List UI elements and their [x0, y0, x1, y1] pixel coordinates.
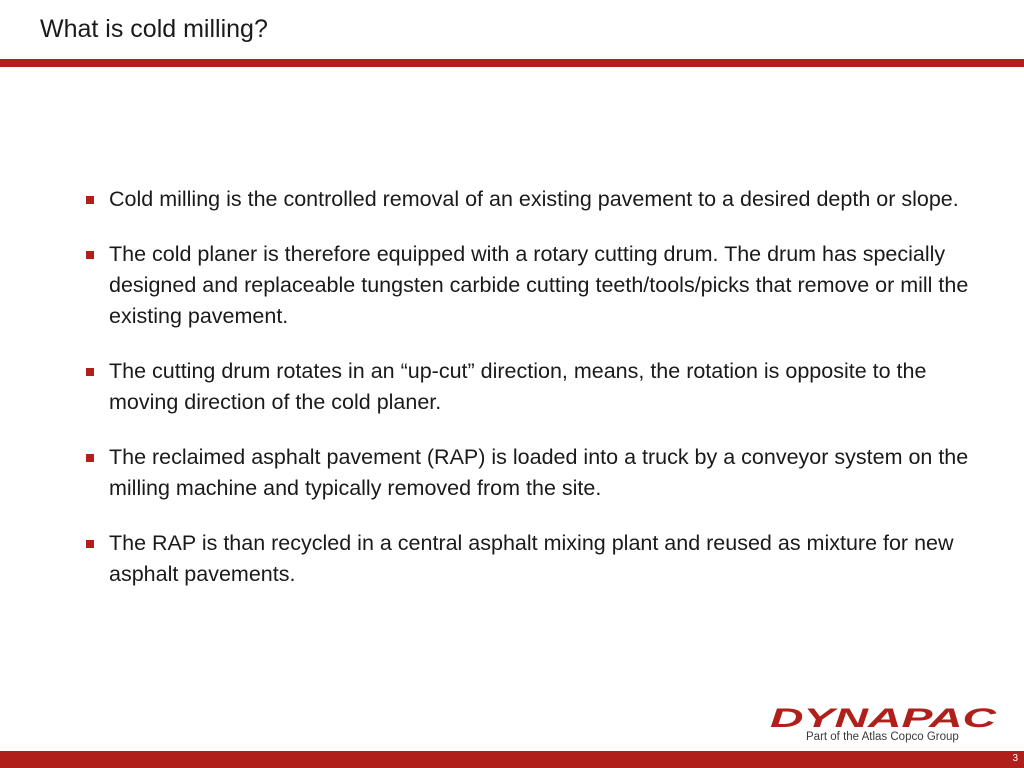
logo-tagline: Part of the Atlas Copco Group [806, 731, 959, 743]
footer-bar [0, 751, 1024, 768]
square-bullet-icon [86, 368, 94, 376]
bullet-text: The reclaimed asphalt pavement (RAP) is loaded into a truck by a conveyor system on the milling machine and typically removed from the site. [109, 445, 969, 500]
page-number: 3 [1012, 753, 1018, 764]
dynapac-logo [768, 704, 998, 746]
slide-title: What is cold milling? [40, 15, 268, 43]
bullet-text: The RAP is than recycled in a central asphalt mixing plant and reused as mixture for new asphalt pavements. [109, 531, 954, 586]
title-underline-bar [0, 59, 1024, 67]
bullet-item [85, 239, 985, 332]
square-bullet-icon [86, 454, 94, 462]
bullet-item [85, 356, 985, 418]
bullet-text: The cold planer is therefore equipped with a rotary cutting drum. The drum has specially designed and replaceable tungsten carbide cutting teeth/tools/picks that remove or mill the existing pavement. [109, 242, 969, 328]
square-bullet-icon [86, 196, 94, 204]
bullet-item [85, 184, 985, 215]
square-bullet-icon [86, 251, 94, 259]
bullet-item [85, 442, 985, 504]
bullet-text: The cutting drum rotates in an “up-cut” direction, means, the rotation is opposite to the moving direction of the cold planer. [109, 359, 927, 414]
svg-text:DYNAPAC: DYNAPAC [770, 704, 997, 730]
bullet-text: Cold milling is the controlled removal of an existing pavement to a desired depth or slope. [109, 187, 959, 211]
dynapac-wordmark [768, 704, 998, 730]
bullet-list [85, 184, 985, 614]
bullet-item [85, 528, 985, 590]
square-bullet-icon [86, 540, 94, 548]
